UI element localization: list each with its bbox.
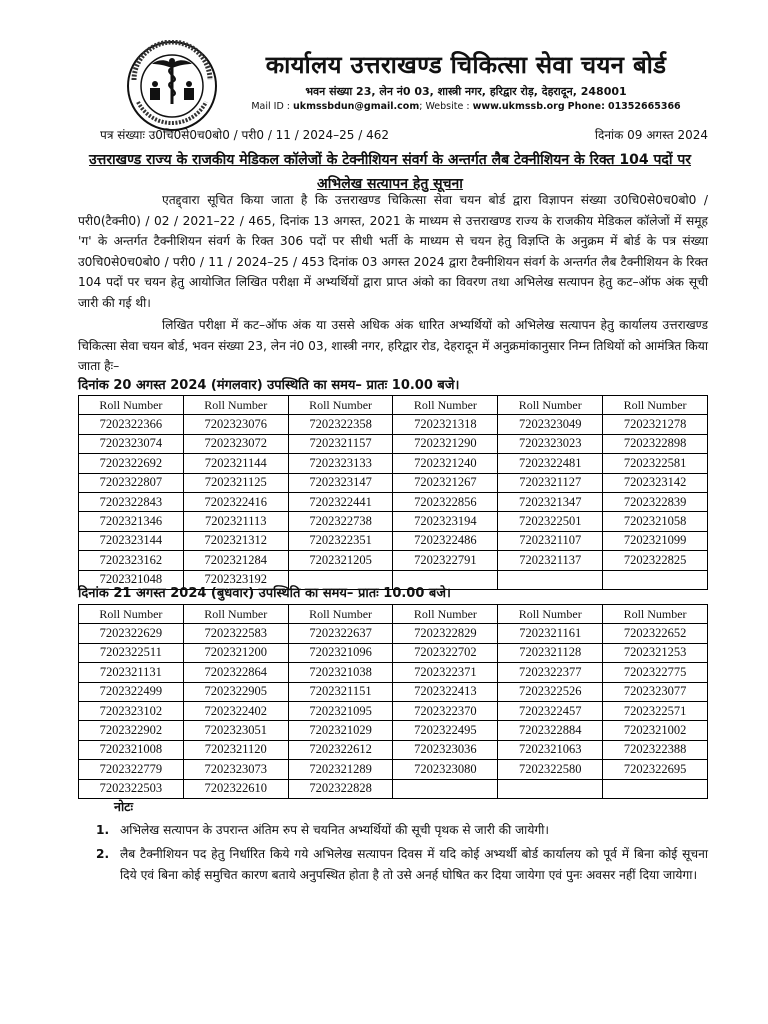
roll-number-cell: 7202323147	[288, 473, 393, 492]
roll-number-cell: 7202322413	[393, 682, 498, 701]
roll-number-cell: 7202322864	[183, 663, 288, 682]
column-header-roll-number: Roll Number	[603, 605, 708, 624]
roll-number-cell: 7202321144	[183, 454, 288, 473]
roll-number-cell: 7202322905	[183, 682, 288, 701]
roll-number-cell: 7202322581	[603, 454, 708, 473]
roll-number-cell: 7202322702	[393, 643, 498, 662]
note-number: 1.	[96, 823, 110, 837]
roll-number-cell: 7202323036	[393, 740, 498, 759]
roll-number-cell: 7202323074	[79, 434, 184, 453]
column-header-roll-number: Roll Number	[288, 605, 393, 624]
roll-number-cell: 7202321131	[79, 663, 184, 682]
roll-number-cell: 7202322526	[498, 682, 603, 701]
column-header-roll-number: Roll Number	[603, 396, 708, 415]
column-header-roll-number: Roll Number	[183, 605, 288, 624]
roll-number-cell: 7202323051	[183, 721, 288, 740]
roll-number-cell: 7202322839	[603, 492, 708, 511]
roll-number-cell: 7202322884	[498, 721, 603, 740]
note-text: अभिलेख सत्यापन के उपरान्त अंतिम रुप से चयनित अभ्यर्थियों की सूची पृथक से जारी की जायेगी।	[120, 823, 550, 837]
roll-number-cell: 7202322571	[603, 701, 708, 720]
table-row	[79, 415, 708, 434]
table-row	[79, 454, 708, 473]
column-header-roll-number: Roll Number	[79, 605, 184, 624]
roll-number-cell: 7202322791	[393, 551, 498, 570]
table-header-row	[79, 396, 708, 415]
reference-line	[100, 126, 708, 143]
roll-number-cell: 7202322457	[498, 701, 603, 720]
paragraph-text: एतद्द्वारा सूचित किया जाता है कि उत्तराखण्ड चिकित्सा सेवा चयन बोर्ड द्वारा विज्ञापन संख्या उ0चि0से0च0बो0 / परी0(टैक्नी0) / 02 / 2021–22 / 465, दिनांक 13 अगस्त, 2021 के माध्यम से उत्तराखण्ड राज्य के राजकीय मेडिकल कॉलेजों में समूह 'ग' के अन्तर्गत टैक्नीशियन संवर्ग के रिक्त 306 पदों पर सीधी भर्ती के माध्यम से चयन हेतु विज्ञप्ति के अनुक्रम में बोर्ड के पत्र संख्या उ0चि0से0च0बो0 / परी0 / 11 / 2024–25 / 453 दिनांक 03 अगस्त 2024 द्वारा टैक्नीशियन संवर्ग के अन्तर्गत लैब टैक्नीशियन के रिक्त 104 पदों पर चयन हेतु आयोजित लिखित परीक्षा में अभ्यर्थियों द्वारा प्राप्त अंको का विवरण तथा अभिलेख सत्यापन हेतु कट–ऑफ अंक सूची जारी की गई थी।	[78, 193, 708, 310]
column-header-roll-number: Roll Number	[393, 396, 498, 415]
roll-number-cell: 7202321038	[288, 663, 393, 682]
roll-number-cell: 7202322652	[603, 624, 708, 643]
roll-number-cell: 7202322495	[393, 721, 498, 740]
roll-number-cell: 7202321113	[183, 512, 288, 531]
roll-number-cell: 7202322499	[79, 682, 184, 701]
roll-number-cell: 7202322828	[288, 779, 393, 798]
board-emblem-logo	[126, 40, 218, 132]
roll-number-cell: 7202321002	[603, 721, 708, 740]
roll-number-cell: 7202322501	[498, 512, 603, 531]
roll-number-cell: 7202321347	[498, 492, 603, 511]
roll-number-cell: 7202323077	[603, 682, 708, 701]
table-row	[79, 492, 708, 511]
notes-title: नोटः	[114, 799, 134, 814]
note-number: 2.	[96, 847, 110, 861]
roll-number-table-session-2	[78, 604, 708, 799]
column-header-roll-number: Roll Number	[498, 605, 603, 624]
roll-number-cell: 7202321096	[288, 643, 393, 662]
roll-number-cell: 7202323144	[79, 531, 184, 550]
roll-number-cell: 7202321107	[498, 531, 603, 550]
roll-number-cell: 7202323142	[603, 473, 708, 492]
table-row	[79, 663, 708, 682]
roll-number-cell: 7202322807	[79, 473, 184, 492]
column-header-roll-number: Roll Number	[393, 605, 498, 624]
roll-number-cell: 7202321284	[183, 551, 288, 570]
roll-number-cell: 7202322738	[288, 512, 393, 531]
roll-number-cell	[498, 570, 603, 589]
roll-number-cell: 7202321289	[288, 760, 393, 779]
roll-number-cell: 7202322416	[183, 492, 288, 511]
roll-number-cell: 7202322366	[79, 415, 184, 434]
phone-label: Phone:	[567, 101, 605, 112]
roll-number-cell: 7202321063	[498, 740, 603, 759]
roll-number-cell: 7202322503	[79, 779, 184, 798]
roll-number-cell: 7202323023	[498, 434, 603, 453]
roll-number-cell: 7202321318	[393, 415, 498, 434]
roll-number-cell: 7202322371	[393, 663, 498, 682]
roll-number-cell: 7202322583	[183, 624, 288, 643]
table-row	[79, 721, 708, 740]
roll-number-cell: 7202323072	[183, 434, 288, 453]
roll-number-cell: 7202323102	[79, 701, 184, 720]
roll-number-cell: 7202322779	[79, 760, 184, 779]
roll-number-cell: 7202321099	[603, 531, 708, 550]
table-row	[79, 682, 708, 701]
table-row	[79, 740, 708, 759]
notice-subject: उत्तराखण्ड राज्य के राजकीय मेडिकल कॉलेजों के टेक्नीशियन संवर्ग के अन्तर्गत लैब टेक्नीशियन के रिक्त 104 पदों पर अभिलेख सत्यापन हेतु सूचना	[88, 152, 692, 192]
note-item-1	[96, 820, 708, 841]
column-header-roll-number: Roll Number	[288, 396, 393, 415]
roll-number-cell: 7202322843	[79, 492, 184, 511]
roll-number-cell: 7202322902	[79, 721, 184, 740]
roll-number-cell: 7202321048	[79, 570, 184, 589]
roll-number-cell: 7202321137	[498, 551, 603, 570]
roll-number-cell	[603, 570, 708, 589]
body-paragraph-1	[78, 190, 708, 313]
session-1-heading: दिनांक 20 अगस्त 2024 (मंगलवार) उपस्थिति का समय– प्रातः 10.00 बजे।	[78, 378, 460, 393]
table-row	[79, 531, 708, 550]
roll-number-cell: 7202321290	[393, 434, 498, 453]
roll-number-cell: 7202322637	[288, 624, 393, 643]
roll-number-cell: 7202321278	[603, 415, 708, 434]
paragraph-text: लिखित परीक्षा में कट–ऑफ अंक या उससे अधिक अंक धारित अभ्यर्थियों को अभिलेख सत्यापन हेतु कार्यालय उत्तराखण्ड चिकित्सा सेवा चयन बोर्ड, भवन संख्या 23, लेन नं0 03, शास्त्री नगर, हरिद्वार रोड, देहरादून में अनुक्रमांकानुसार निम्न तिथियों को आमंत्रित किया जाता हैः–	[78, 318, 708, 373]
roll-number-cell: 7202323162	[79, 551, 184, 570]
column-header-roll-number: Roll Number	[498, 396, 603, 415]
roll-number-cell: 7202322775	[603, 663, 708, 682]
roll-number-cell: 7202322580	[498, 760, 603, 779]
roll-number-cell: 7202322610	[183, 779, 288, 798]
roll-number-cell: 7202321240	[393, 454, 498, 473]
organization-name: कार्यालय उत्तराखण्ड चिकित्सा सेवा चयन बोर्ड	[265, 51, 667, 79]
roll-number-cell: 7202322370	[393, 701, 498, 720]
letter-number: पत्र संख्याः उ0चि0से0च0बो0 / परी0 / 11 / 2024–25 / 462	[100, 128, 390, 142]
roll-number-cell: 7202321205	[288, 551, 393, 570]
table-row	[79, 779, 708, 798]
mail-id: ukmssbdun@gmail.com	[293, 101, 420, 112]
roll-number-cell: 7202322402	[183, 701, 288, 720]
roll-number-cell: 7202321312	[183, 531, 288, 550]
roll-number-cell: 7202321267	[393, 473, 498, 492]
roll-number-cell: 7202322358	[288, 415, 393, 434]
roll-number-cell: 7202321151	[288, 682, 393, 701]
organization-contact	[236, 101, 696, 112]
roll-number-cell: 7202321127	[498, 473, 603, 492]
roll-number-cell: 7202321200	[183, 643, 288, 662]
roll-number-cell: 7202322511	[79, 643, 184, 662]
column-header-roll-number: Roll Number	[79, 396, 184, 415]
roll-number-cell: 7202322629	[79, 624, 184, 643]
roll-number-cell	[393, 779, 498, 798]
body-paragraph-2	[78, 315, 708, 377]
roll-number-cell: 7202322351	[288, 531, 393, 550]
roll-number-cell: 7202321346	[79, 512, 184, 531]
roll-number-cell: 7202322388	[603, 740, 708, 759]
roll-number-cell: 7202323076	[183, 415, 288, 434]
roll-number-cell: 7202322856	[393, 492, 498, 511]
table-row	[79, 701, 708, 720]
roll-number-cell: 7202322692	[79, 454, 184, 473]
letter-date: दिनांक 09 अगस्त 2024	[594, 128, 708, 142]
roll-number-cell: 7202321095	[288, 701, 393, 720]
table-row	[79, 760, 708, 779]
roll-number-cell: 7202321125	[183, 473, 288, 492]
session-2-heading: दिनांक 21 अगस्त 2024 (बुधवार) उपस्थिति का समय– प्रातः 10.00 बजे।	[78, 586, 451, 601]
roll-number-cell: 7202322825	[603, 551, 708, 570]
roll-number-cell: 7202321120	[183, 740, 288, 759]
roll-number-cell	[603, 779, 708, 798]
column-header-roll-number: Roll Number	[183, 396, 288, 415]
roll-number-cell: 7202321253	[603, 643, 708, 662]
table-header-row	[79, 605, 708, 624]
phone-number: 01352665366	[607, 101, 681, 112]
roll-number-cell: 7202323073	[183, 760, 288, 779]
roll-number-cell: 7202321008	[79, 740, 184, 759]
note-text: लैब टैक्नीशियन पद हेतु निर्धारित किये गये अभिलेख सत्यापन दिवस में यदि कोई अभ्यर्थी बोर्ड कार्यालय को पूर्व में बिना कोई सूचना दिये एवं बिना कोई समुचित कारण बताये अनुपस्थित होता है तो उसे अनर्ह घोषित कर दिया जायेगा एवं पुनः अवसर नहीं दिया जायेगा।	[120, 847, 708, 882]
roll-number-cell: 7202323133	[288, 454, 393, 473]
table-row	[79, 643, 708, 662]
table-row	[79, 473, 708, 492]
roll-number-cell: 7202321029	[288, 721, 393, 740]
roll-number-cell: 7202322377	[498, 663, 603, 682]
note-item-2	[96, 844, 708, 886]
table-row	[79, 434, 708, 453]
roll-number-cell: 7202323192	[183, 570, 288, 589]
roll-number-cell: 7202322481	[498, 454, 603, 473]
website: www.ukmssb.org	[472, 101, 565, 112]
roll-number-cell: 7202322612	[288, 740, 393, 759]
table-row	[79, 624, 708, 643]
roll-number-cell: 7202323080	[393, 760, 498, 779]
roll-number-table-session-1	[78, 395, 708, 590]
roll-number-cell: 7202322898	[603, 434, 708, 453]
roll-number-cell: 7202322486	[393, 531, 498, 550]
roll-number-cell: 7202323194	[393, 512, 498, 531]
organization-address: भवन संख्या 23, लेन नं0 03, शास्त्री नगर, हरिद्वार रोड़, देहरादून, 248001	[305, 85, 627, 98]
mail-label: Mail ID :	[251, 101, 290, 112]
roll-number-cell: 7202321128	[498, 643, 603, 662]
roll-number-cell: 7202323049	[498, 415, 603, 434]
table-row	[79, 512, 708, 531]
roll-number-cell: 7202321157	[288, 434, 393, 453]
roll-number-cell: 7202322695	[603, 760, 708, 779]
roll-number-cell: 7202321161	[498, 624, 603, 643]
roll-number-cell	[498, 779, 603, 798]
roll-number-cell: 7202322829	[393, 624, 498, 643]
website-label: ; Website :	[419, 101, 470, 112]
roll-number-cell: 7202321058	[603, 512, 708, 531]
roll-number-cell: 7202322441	[288, 492, 393, 511]
table-row	[79, 551, 708, 570]
